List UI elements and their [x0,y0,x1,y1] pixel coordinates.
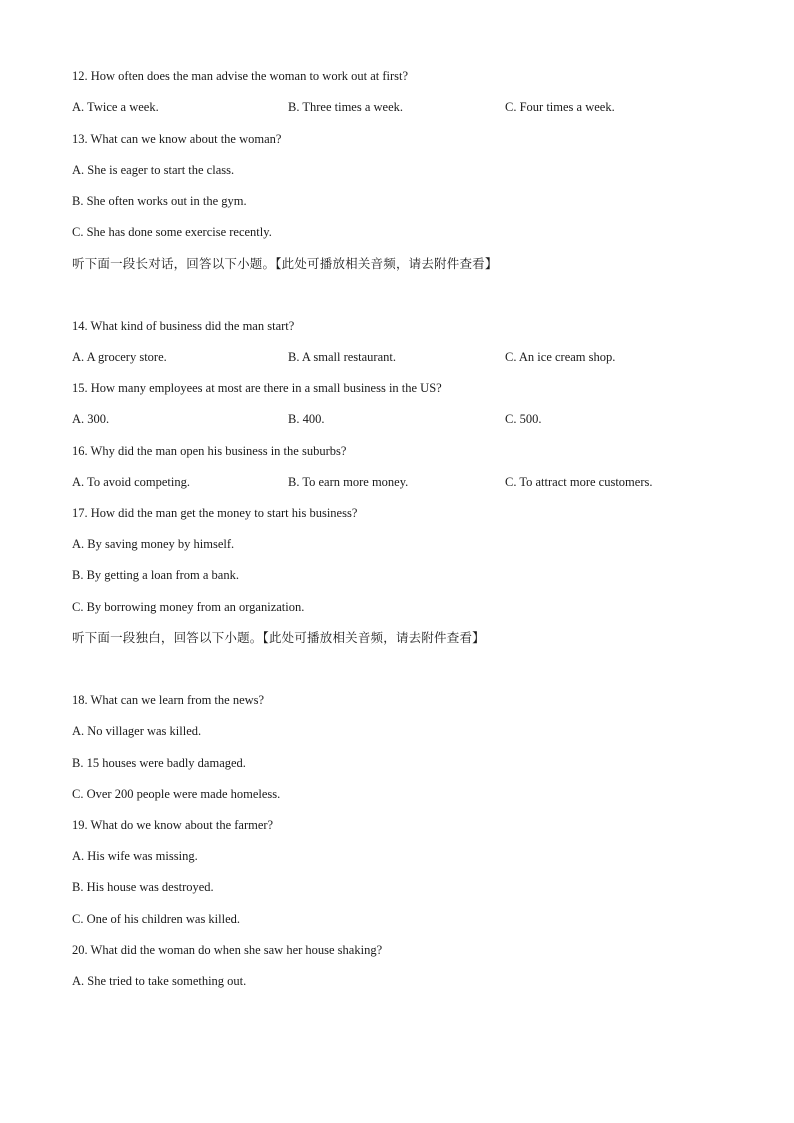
option-14-a: A. A grocery store. [72,350,167,364]
option-13-c: C. She has done some exercise recently. [72,225,272,239]
question-19: 19. What do we know about the farmer? [72,818,274,832]
option-16-b: B. To earn more money. [288,475,409,489]
option-18-c: C. Over 200 people were made homeless. [72,787,281,801]
option-15-b: B. 400. [288,412,325,426]
question-16: 16. Why did the man open his business in the suburbs? [72,444,347,458]
option-18-b: B. 15 houses were badly damaged. [72,756,246,770]
question-13: 13. What can we know about the woman? [72,132,282,146]
option-16-c: C. To attract more customers. [505,475,653,489]
option-12-b: B. Three times a week. [288,100,404,114]
option-12-c: C. Four times a week. [505,100,615,114]
question-14: 14. What kind of business did the man start? [72,319,295,333]
option-17-c: C. By borrowing money from an organization. [72,600,305,614]
option-20-a: A. She tried to take something out. [72,974,247,988]
option-17-a: A. By saving money by himself. [72,537,235,551]
option-14-c: C. An ice cream shop. [505,350,616,364]
question-18: 18. What can we learn from the news? [72,693,265,707]
question-15: 15. How many employees at most are there in a small business in the US? [72,381,442,395]
option-13-a: A. She is eager to start the class. [72,163,235,177]
option-19-b: B. His house was destroyed. [72,880,214,894]
option-14-b: B. A small restaurant. [288,350,396,364]
question-20: 20. What did the woman do when she saw her house shaking? [72,943,383,957]
option-15-a: A. 300. [72,412,110,426]
section-instruction-dialogue: 听下面一段长对话，回答以下小题。【此处可播放相关音频，请去附件查看】 [72,256,498,271]
option-16-a: A. To avoid competing. [72,475,190,489]
option-12-a: A. Twice a week. [72,100,159,114]
question-12: 12. How often does the man advise the woman to work out at first? [72,69,409,83]
option-18-a: A. No villager was killed. [72,724,202,738]
option-19-a: A. His wife was missing. [72,849,198,863]
question-17: 17. How did the man get the money to start his business? [72,506,358,520]
option-17-b: B. By getting a loan from a bank. [72,568,239,582]
option-15-c: C. 500. [505,412,542,426]
option-19-c: C. One of his children was killed. [72,912,241,926]
option-13-b: B. She often works out in the gym. [72,194,247,208]
section-instruction-monologue: 听下面一段独白，回答以下小题。【此处可播放相关音频，请去附件查看】 [72,630,485,645]
